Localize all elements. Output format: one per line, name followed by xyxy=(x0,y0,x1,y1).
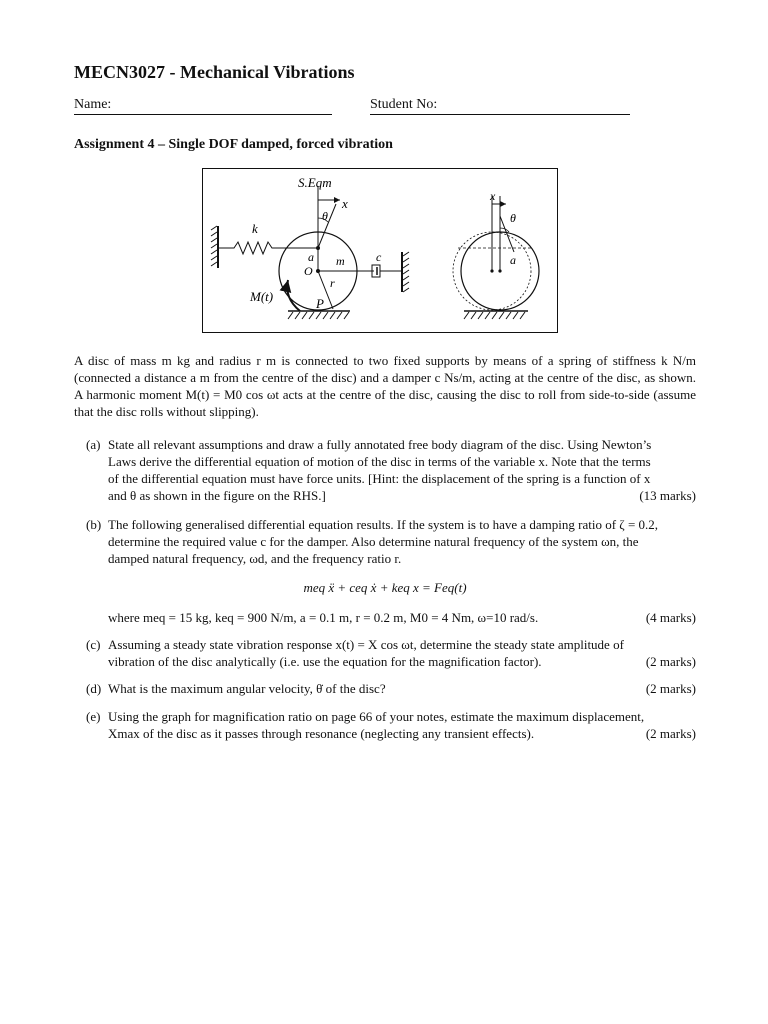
question-e-line: Using the graph for magnification ratio on page 66 of your notes, estimate the maximum displacement, xyxy=(108,709,645,724)
question-b-line: The following generalised differential equation results. If the system is to have a damping ratio of ζ = 0.2, xyxy=(108,517,659,532)
question-d-last-line xyxy=(108,680,696,697)
name-line xyxy=(74,114,332,115)
disc-diagram-figure xyxy=(202,168,558,333)
theta-arc-2 xyxy=(500,228,509,232)
moment-arrow xyxy=(287,280,300,311)
label-P: P xyxy=(316,296,324,311)
label-m: m xyxy=(336,254,345,268)
question-e-label: (e) xyxy=(86,709,101,724)
student-no-line xyxy=(370,114,630,115)
question-d-line: What is the maximum angular velocity, θ̇ of the disc? xyxy=(108,681,386,696)
spring-k xyxy=(218,242,318,254)
student-no-label: Student No: xyxy=(370,97,438,112)
question-a xyxy=(74,436,696,504)
question-a-line: of the differential equation must have force units. [Hint: the displacement of the spring is a function of x xyxy=(108,471,651,486)
question-d xyxy=(74,680,696,697)
label-theta: θ xyxy=(322,209,328,223)
assignment-title: Assignment 4 – Single DOF damped, forced vibration xyxy=(74,137,393,152)
centre-disp xyxy=(498,269,501,272)
question-a-marks: (13 marks) xyxy=(639,488,696,503)
label-theta-2: θ xyxy=(510,211,516,225)
ground-1 xyxy=(288,311,350,319)
student-no-field[interactable] xyxy=(370,97,630,113)
question-e-line: Xmax of the disc as it passes through resonance (neglecting any transient effects). xyxy=(108,726,535,741)
label-k: k xyxy=(252,221,258,236)
question-e-last-line xyxy=(108,725,696,742)
question-a-line: State all relevant assumptions and draw a fully annotated free body diagram of the disc. Using Newton’s xyxy=(108,437,652,452)
question-a-last-line xyxy=(108,487,696,504)
label-r: r xyxy=(330,276,335,290)
question-b-equation: meq ẍ + ceq ẋ + keq x = Feq(t) xyxy=(303,580,467,595)
question-d-marks: (2 marks) xyxy=(645,681,696,696)
label-seqm: S.Eqm xyxy=(298,175,332,190)
question-b-where xyxy=(108,610,696,626)
question-b-label: (b) xyxy=(86,517,102,532)
label-c: c xyxy=(376,250,382,264)
course-title: MECN3027 - Mechanical Vibrations xyxy=(74,62,355,82)
question-a-line: Laws derive the differential equation of motion of the disc in terms of the variable x. Note that the terms xyxy=(108,454,651,469)
left-wall-support xyxy=(211,226,218,268)
question-c-line: vibration of the disc analytically (i.e. use the equation for the magnification factor). xyxy=(108,654,542,669)
question-d-label: (d) xyxy=(86,681,102,696)
question-c-marks: (2 marks) xyxy=(645,654,696,669)
centre-eq xyxy=(490,269,493,272)
label-Mt: M(t) xyxy=(250,289,274,304)
question-b-where-text: where meq = 15 kg, keq = 900 N/m, a = 0.1 m, r = 0.2 m, M0 = 4 Nm, ω=10 rad/s. xyxy=(108,610,539,625)
ground-2 xyxy=(464,311,528,319)
question-b-line: determine the required value c for the damper. Also determine natural frequency of the system ωn, the xyxy=(108,534,639,549)
question-e-marks: (2 marks) xyxy=(645,726,696,741)
question-a-label: (a) xyxy=(86,437,101,452)
question-b-line: damped natural frequency, ωd, and the frequency ratio r. xyxy=(108,551,402,566)
name-label: Name: xyxy=(74,97,112,112)
question-c-line: Assuming a steady state vibration response x(t) = X cos ωt, determine the steady state amplitude of xyxy=(108,637,624,652)
label-x: x xyxy=(342,196,348,211)
label-a-2: a xyxy=(510,253,516,267)
intro-paragraph: A disc of mass m kg and radius r m is connected to two fixed supports by means of a spring of stiffness k N/m (connected a distance a m from the centre of the disc) and a damper c Ns/m, acting at the centre of the disc, as shown. A harmonic moment M(t) = M0 cos ωt acts at the centre of the disc, causing the disc to roll from side-to-side (assume that the disc rolls without slipping). xyxy=(74,353,696,419)
label-O: O xyxy=(304,264,313,278)
question-c-label: (c) xyxy=(86,637,101,652)
question-c xyxy=(74,636,696,670)
label-a: a xyxy=(308,250,314,264)
question-c-last-line xyxy=(108,653,696,670)
question-a-line: and θ as shown in the figure on the RHS.] xyxy=(108,488,326,503)
name-field[interactable] xyxy=(74,97,332,113)
question-b-marks: (4 marks) xyxy=(645,610,696,625)
label-x-2: x xyxy=(490,189,496,203)
question-b xyxy=(74,516,696,567)
question-e xyxy=(74,708,696,742)
right-wall-support xyxy=(402,252,409,292)
